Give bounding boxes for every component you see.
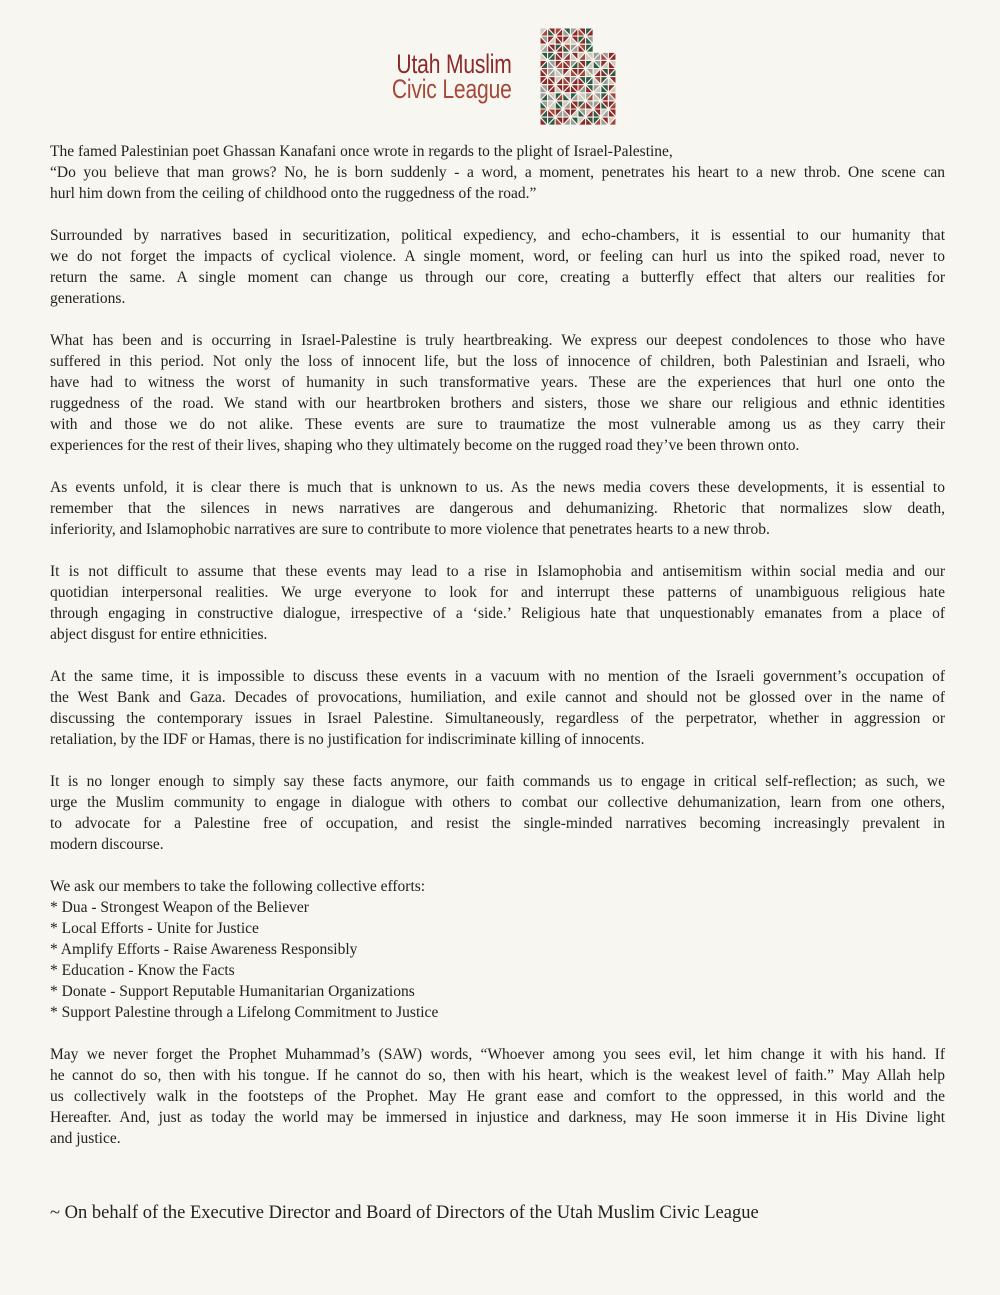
body-text-line: modern discourse.: [50, 836, 164, 853]
wordmark-line-2: Civic League: [392, 74, 512, 104]
body-text-line: to advocate for a Palestine free of occupation, and resist the single-minded narratives becoming increasingly prevalent in: [50, 815, 945, 832]
body-text-line: Hereafter. And, just as today the world may be immersed in injustice and darkness, may He soon immerse it in His Divine light: [50, 1109, 945, 1126]
paragraph-occupation: [50, 666, 945, 750]
statement-body: [50, 141, 945, 1170]
body-text-line: inferiority, and Islamophobic narratives are sure to contribute to more violence that penetrates hearts to a new throb.: [50, 521, 770, 538]
utah-mosaic-emblem-icon: [540, 28, 616, 126]
list-item: * Local Efforts - Unite for Justice: [50, 920, 259, 937]
body-text-line: It is not difficult to assume that these events may lead to a rise in Islamophobia and antisemitism within social media and our: [50, 563, 945, 580]
body-text-line: It is no longer enough to simply say these facts anymore, our faith commands us to engage in critical self-reflection; as such, we: [50, 773, 945, 790]
wordmark-line-1: Utah Muslim: [396, 49, 512, 79]
organization-wordmark: [358, 49, 512, 104]
body-text-line: us collectively walk in the footsteps of the Prophet. May He grant ease and comfort to the oppressed, in this world and the: [50, 1088, 945, 1105]
body-text-line: abject disgust for entire ethnicities.: [50, 626, 268, 643]
body-text-line: discussing the contemporary issues in Israel Palestine. Simultaneously, regardless of the perpetrator, whether in aggression or: [50, 710, 945, 727]
body-text-line: with and those we do not alike. These events are sure to traumatize the most vulnerable among us as they carry their: [50, 416, 945, 433]
paragraph-religious-hate: [50, 561, 945, 645]
paragraph-self-reflection: [50, 771, 945, 855]
body-text-line: suffered in this period. Not only the loss of innocent life, but the loss of innocence of children, both Palestinian and Israeli, who: [50, 353, 945, 370]
paragraph-kanafani-quote: [50, 141, 945, 204]
body-text-line: and justice.: [50, 1130, 121, 1147]
list-intro: We ask our members to take the following collective efforts:: [50, 878, 426, 895]
body-text-line: have had to witness the worst of humanity in such transformative years. These are the experiences that hurl one onto the: [50, 374, 945, 391]
list-item: * Amplify Efforts - Raise Awareness Responsibly: [50, 941, 358, 958]
list-item: * Support Palestine through a Lifelong Commitment to Justice: [50, 1004, 439, 1021]
body-text-line: urge the Muslim community to engage in dialogue with others to combat our collective dehumanization, learn from one others,: [50, 794, 945, 811]
body-text-line: through engaging in constructive dialogue, irrespective of a ‘side.’ Religious hate that unquestionably emanates from a place of: [50, 605, 945, 622]
paragraph-media: [50, 477, 945, 540]
body-text-line: experiences for the rest of their lives, shaping who they ultimately become on the rugged road they’ve been thrown onto.: [50, 437, 800, 454]
paragraph-narratives: [50, 225, 945, 309]
body-text-line: we do not forget the impacts of cyclical violence. A single moment, word, or feeling can hurl us into the spiked road, never to: [50, 248, 945, 265]
paragraph-condolences: [50, 330, 945, 456]
signature-line: ~ On behalf of the Executive Director and Board of Directors of the Utah Muslim Civic League: [50, 1203, 759, 1223]
body-text-line: remember that the silences in news narratives are dangerous and dehumanizing. Rhetoric that normalizes slow death,: [50, 500, 945, 517]
body-text-line: As events unfold, it is clear there is much that is unknown to us. As the news media covers these developments, it is essential to: [50, 479, 945, 496]
list-item: * Donate - Support Reputable Humanitarian Organizations: [50, 983, 415, 1000]
body-text-line: return the same. A single moment can change us through our core, creating a butterfly effect that alters our realities for: [50, 269, 945, 286]
paragraph-closing-prayer: [50, 1044, 945, 1149]
body-text-line: Surrounded by narratives based in securitization, political expediency, and echo-chambers, it is essential to our humanity that: [50, 227, 945, 244]
body-text-line: he cannot do so, then with his tongue. If he cannot do so, then with his heart, which is the weakest level of faith.” May Allah help: [50, 1067, 945, 1084]
body-text-line: May we never forget the Prophet Muhammad’s (SAW) words, “Whoever among you sees evil, let him change it with his hand. If: [50, 1046, 945, 1063]
body-text-line: What has been and is occurring in Israel-Palestine is truly heartbreaking. We express our deepest condolences to those who have: [50, 332, 945, 349]
body-text-line: The famed Palestinian poet Ghassan Kanafani once wrote in regards to the plight of Israel-Palestine,: [50, 143, 673, 160]
body-text-line: quotidian interpersonal realities. We urge everyone to look for and interrupt these patterns of unambiguous religious hate: [50, 584, 945, 601]
body-text-line: ruggedness of the road. We stand with our heartbroken brothers and sisters, those we share our religious and ethnic identities: [50, 395, 945, 412]
body-text-line: “Do you believe that man grows? No, he is born suddenly - a word, a moment, penetrates his heart to a new throb. One scene can: [50, 164, 945, 181]
body-text-line: retaliation, by the IDF or Hamas, there is no justification for indiscriminate killing of innocents.: [50, 731, 645, 748]
list-item: * Education - Know the Facts: [50, 962, 235, 979]
body-text-line: generations.: [50, 290, 126, 307]
body-text-line: the West Bank and Gaza. Decades of provocations, humiliation, and exile cannot and should not be glossed over in the name of: [50, 689, 945, 706]
collective-efforts-list: [50, 876, 945, 1023]
body-text-line: At the same time, it is impossible to discuss these events in a vacuum with no mention of the Israeli government’s occupation of: [50, 668, 945, 685]
body-text-line: hurl him down from the ceiling of childhood onto the ruggedness of the road.”: [50, 185, 537, 202]
list-item: * Dua - Strongest Weapon of the Believer: [50, 899, 309, 916]
